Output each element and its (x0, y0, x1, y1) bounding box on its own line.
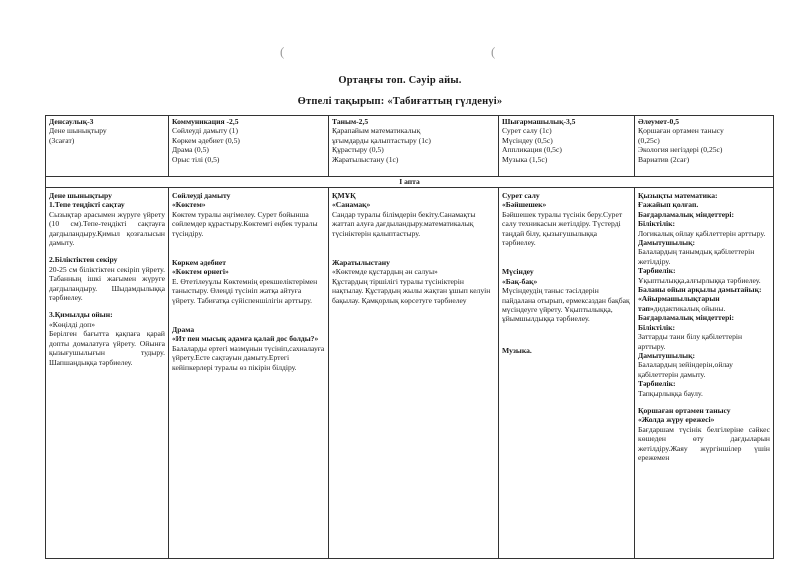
header-line: Драма (0,5) (172, 145, 209, 155)
subject-title: Қызықты математика: (638, 191, 718, 200)
cell-social (635, 188, 774, 559)
topic-text: Көктем туралы әңгімелеу. Сурет бойынша сөйлемдер құрастыру.Көктемгі еңбек туралы түсіндіру. (172, 209, 318, 238)
subject-title: Мүсіндеу (502, 267, 534, 277)
activity-title: 2.Біліктіктен секіру (49, 255, 118, 265)
subject-title: Қоршаған ортамен танысу (638, 405, 731, 415)
topic-title: «Көктем» (172, 200, 206, 210)
cell-creativity (499, 188, 635, 559)
header-line: Қарапайым математикалық (332, 126, 421, 136)
week-row (46, 177, 774, 188)
section-heading: Дене шынықтыру (49, 191, 112, 200)
subject-title: Сөйлеуді дамыту (172, 191, 231, 200)
topic-suffix: дидактикалық ойыны. (653, 303, 726, 313)
topic-title: «Санамақ» (332, 200, 371, 210)
header-cell-cognition (329, 116, 499, 177)
header-name: Таным-2,5 (332, 117, 369, 126)
header-line: Орыс тілі (0,5) (172, 154, 220, 164)
scan-mark-right: ( (491, 44, 496, 59)
goal-label: Біліктілік: (638, 322, 675, 332)
goal-text: Тапқырлыққа баулу. (638, 388, 703, 398)
subject-title: Музыка. (502, 345, 532, 355)
content-row (46, 188, 774, 559)
week-label: I апта (46, 177, 774, 188)
goal-label: Дамытушылық: (638, 238, 695, 248)
header-line: Сөйлеуді дамыту (1) (172, 126, 238, 136)
topic-title: «Көктемде құстардың ән салуы» (332, 267, 438, 277)
topic-text: Балаларды ертегі мазмұнын түсініп,сахналауға үйрету.Есте сақтауын дамыту.Ертегі кейіпкерлері туралы өз пікірін білдіру. (172, 343, 325, 372)
cell-physical-education (46, 188, 169, 559)
goal-text: Заттарды тани білу қабілеттерін арттыру. (638, 332, 743, 351)
game-name: «Көңілді доп» (49, 319, 96, 329)
topic-text: Бәйшешек туралы түсінік беру.Сурет салу техникасын жетілдіру. Түстерді таңдай білу, қызығушылыққа тәрбиелеу. (502, 209, 623, 248)
topic-text: Мүсіндеудің таныс тәсілдерін пайдалана отырып, ермексаздан бақбақ мүсіндеуге үйрету. Ұқыптылыққа, ұйымшылдыққа тәрбиелеу. (502, 286, 630, 324)
goal-label: Дамытушылық: (638, 350, 695, 360)
goal-label: Тәрбиелік: (638, 379, 676, 389)
activity-text: 20-25 см біліктіктен секіріп үйрету. Табанның ішкі жағымен жүруге дағдыландыру. Шыдамдылыққа тәрбиелеу. (49, 264, 165, 303)
goal-label: Тәрбиелік: (638, 266, 676, 276)
header-line: Құрастыру (0,5) (332, 145, 384, 155)
header-line: Экология негіздері (0,25с) (638, 145, 723, 155)
header-line: Мүсіндеу (0,5с) (502, 135, 553, 145)
topic-title: «Көктем өрнегі» (172, 267, 229, 277)
activity-text: Берілген бағытта қақпаға қарай допты домалатуға үйрету. Ойынға қызығушылығын тудыру. Шапшаңдыққа тәрбиелеу. (49, 329, 165, 367)
page-title: Ортаңғы топ. Сәуір айы. (338, 75, 462, 86)
topic-title: «Бәйшешек» (502, 200, 547, 210)
header-name: Шығармашылық-3,5 (502, 117, 576, 126)
topic-title: «Айырмашылықтарын тап» (638, 294, 720, 313)
goals-label: Бағдарламалық міндеттері: (638, 313, 735, 323)
header-cell-health (46, 116, 169, 177)
subject-title: Драма (172, 325, 195, 335)
header-cell-communication (169, 116, 329, 177)
header-line: (0,25с) (638, 135, 660, 145)
topic-text: Сандар туралы білімдерін бекіту.Санамақты жаттап алуға дағдыландыру.математикалық түсініктерін қалыптастыру. (332, 209, 476, 238)
plan-table (45, 115, 774, 559)
header-name: Коммуникация -2,5 (172, 117, 239, 126)
goal-text: Балалардың танымдық қабілеттерін жетілдіру. (638, 247, 755, 266)
header-line: Көркем әдебиет (0,5) (172, 135, 240, 145)
topic-title: «Бақ-бақ» (502, 276, 538, 286)
topic-title: «Ит пен мысық адамға қалай дос болды?» (172, 334, 319, 344)
header-line: Вариатив (2сағ) (638, 154, 690, 164)
header-line: Дене шынықтыру (49, 126, 107, 136)
cell-cognition (329, 188, 499, 559)
header-line: Музыка (1,5с) (502, 154, 548, 164)
header-name: Әлеумет-0,5 (638, 117, 680, 126)
topic-line (638, 294, 770, 313)
goal-text: Ұқыптылыққа,алғырлыққа тәрбиелеу. (638, 275, 761, 285)
subject-title: Баланы ойын арқылы дамытайық: (638, 285, 762, 295)
topic-text: Е. Өтетілеуұлы Көктемнің ерекшеліктерімен таныстыру. Өлеңді түсініп жатқа айтуға үйрету. Табиғатқа сүйіспеншілігін арттыру. (172, 276, 318, 305)
goal-text: Балалардың зейіндерін,ойлау қабілеттерін дамыту. (638, 360, 733, 379)
header-line: Сурет салу (1с) (502, 126, 552, 136)
header-line: Жаратылыстану (1с) (332, 154, 399, 164)
cell-communication (169, 188, 329, 559)
topic-text: Құстардың тіршілігі туралы түсініктерін нақтылау. Құстардың жылы жақтан ұшып келуін бақылау. Қамқорлық көрсетуге тәрбиелеу (332, 276, 491, 305)
header-cell-social (635, 116, 774, 177)
header-line: Аппликация (0,5с) (502, 145, 562, 155)
subject-title: Сурет салу (502, 191, 540, 200)
header-line: Қоршаған ортамен танысу (638, 126, 724, 136)
page-subtitle: Өтпелі тақырып: «Табиғаттың гүлденуі» (297, 96, 503, 107)
header-name: Денсаулық-3 (49, 117, 94, 126)
activity-title: 3.Қимылды ойын: (49, 310, 113, 320)
topic-title: «Жолда жүру ережесі» (638, 415, 715, 425)
header-line: (3сағат) (49, 135, 75, 145)
header-line: ұғымдарды қалыптастыру (1с) (332, 135, 431, 145)
activity-text: Сызықтар арасымен жүруге үйрету (10 см).Тепе-теңдікті сақтауға дағдыландыру.Қимыл қозғалысын дамыту. (49, 209, 165, 248)
subject-title: ҚМҰҚ (332, 191, 356, 200)
header-cell-creativity (499, 116, 635, 177)
topic-title: Ғажайып қолғап. (638, 200, 699, 210)
scan-mark-left: ( (280, 44, 285, 59)
goal-label: Біліктілік: (638, 219, 675, 229)
goal-text: Логикалық ойлау қабілеттерін арттыру. (638, 228, 766, 238)
subject-title: Көркем әдебиет (172, 258, 227, 268)
goals-label: Бағдарламалық міндеттері: (638, 209, 735, 219)
activity-title: 1.Тепе теңдікті сақтау (49, 200, 125, 210)
header-row (46, 116, 774, 177)
topic-text: Бағдаршам түсінік белгілеріне сәйкес көшеден өту дағдыларын жетілдіру.Жаяу жүргіншілер үшін ережемен (638, 424, 770, 462)
subject-title: Жаратылыстану (332, 258, 390, 268)
